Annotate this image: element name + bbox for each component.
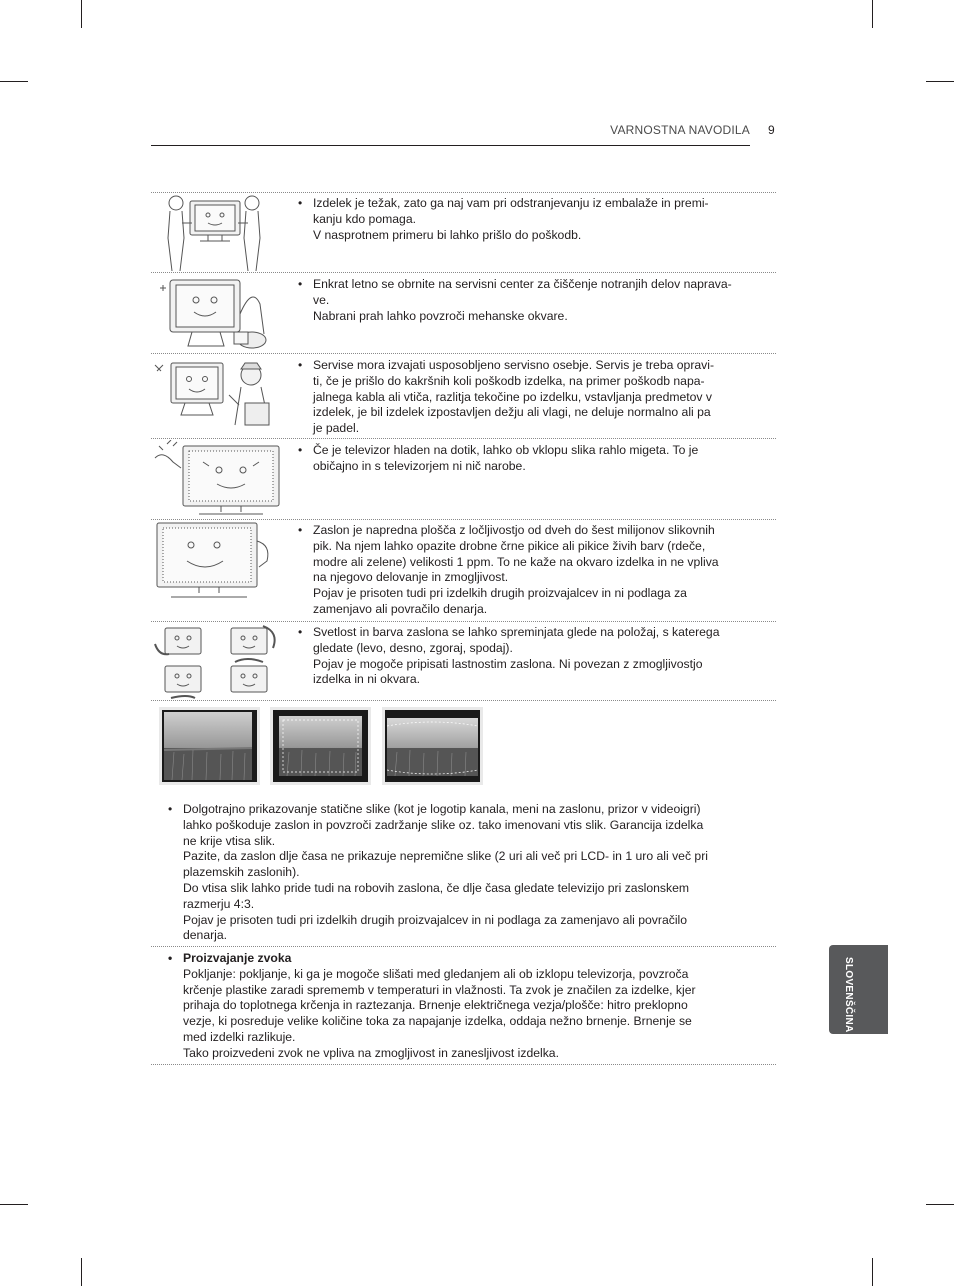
text-line: na njegovo delovanje in zmogljivost. <box>313 570 509 585</box>
image-retention-photo-full <box>159 707 260 785</box>
text-line: Pokljanje: pokljanje, ki ga je mogoče slišati med gledanjem ali ob izklopu televizorja, povzroča <box>183 966 689 981</box>
crop-mark <box>926 81 954 82</box>
bullet: • <box>298 358 303 372</box>
bullet: • <box>298 523 303 537</box>
bullet: • <box>298 443 303 457</box>
text-line: Svetlost in barva zaslona se lahko spreminjata glede na položaj, s katerega <box>313 625 720 639</box>
safety-text-pixels <box>313 523 763 618</box>
safety-text-viewing-angle <box>313 625 763 688</box>
text-line: vezje, ki posreduje velike količine toka za napajanje izdelka, oddaja nežno brnenje. Brnenje se <box>183 1014 692 1029</box>
text-line: kanju kdo pomaga. <box>313 211 416 226</box>
tv-vacuum-cleaner-illustration <box>152 274 270 352</box>
text-line: prihaja do toplotnega krčenja in raztezanja. Brnenje električnega vezja/plošče: hitro preklopno <box>183 998 688 1013</box>
bullet: • <box>298 277 303 291</box>
tv-pixel-dots-illustration <box>155 521 275 601</box>
row-separator <box>151 700 776 701</box>
text-line: med izdelki razlikuje. <box>183 1029 296 1044</box>
people-lifting-tv-illustration <box>160 193 268 273</box>
text-line: Izdelek je težak, zato ga naj vam pri odstranjevanju iz embalaže in premi- <box>313 196 709 210</box>
text-line: izdelek, je bil izdelek izpostavljen dežju ali vlagi, ne deluje normalno ali pa <box>313 405 711 420</box>
sound-generation-title: Proizvajanje zvoka <box>183 951 292 965</box>
text-line: Pazite, da zaslon dlje časa ne prikazuje nepremične slike (2 uri ali več pri LCD- in 1 uro ali več pri <box>183 849 708 864</box>
tv-service-technician-illustration <box>151 355 276 437</box>
text-line: Pojav je prisoten tudi pri izdelkih drugih proizvajalcev in ni podlaga za <box>313 586 687 601</box>
crop-mark <box>81 0 82 28</box>
bullet: • <box>298 625 303 639</box>
text-line: razmerju 4:3. <box>183 896 255 911</box>
crop-mark <box>0 1204 28 1205</box>
section-title: VARNOSTNA NAVODILA <box>610 123 750 137</box>
bullet: • <box>168 951 173 965</box>
text-line: Pojav je prisoten tudi pri izdelkih drugih proizvajalcev in ni podlaga za zamenjavo ali povračilo <box>183 912 688 927</box>
text-line: ti, če je prišlo do kakršnih koli poškodb izdelka, na primer poškodb napa- <box>313 373 705 388</box>
text-line: modre ali zelene) velikosti 1 ppm. To ne kaže na okvaro izdelka in ne vpliva <box>313 554 719 569</box>
text-line: Zaslon je napredna plošča z ločljivostjo od dveh do šest milijonov slikovnih <box>313 523 715 537</box>
bullet: • <box>168 802 173 816</box>
text-line: ve. <box>313 292 330 307</box>
text-line: zamenjavo ali povračilo denarja. <box>313 601 488 616</box>
image-retention-photo-letterbox <box>270 707 371 785</box>
bullet: • <box>298 196 303 210</box>
tv-viewing-angles-illustration <box>151 622 281 700</box>
page-number: 9 <box>768 123 775 137</box>
text-line: Če je televizor hladen na dotik, lahko ob vklopu slika rahlo migeta. To je <box>313 443 699 457</box>
safety-text-lifting <box>313 196 763 243</box>
crop-mark <box>926 1204 954 1205</box>
text-line: denarja. <box>183 928 228 943</box>
image-retention-photo-widescreen <box>382 707 483 785</box>
sound-generation-text <box>183 951 758 1062</box>
text-line: Pojav je mogoče pripisati lastnostim zaslona. Ni povezan z zmogljivostjo <box>313 656 703 671</box>
crop-mark <box>81 1258 82 1286</box>
crop-mark <box>872 0 873 28</box>
image-retention-text <box>183 802 758 944</box>
text-line: gledate (levo, desno, zgoraj, spodaj). <box>313 640 513 655</box>
safety-text-cleaning <box>313 277 763 324</box>
row-separator <box>151 353 776 354</box>
text-line: Do vtisa slik lahko pride tudi na robovih zaslona, če dlje časa gledate televizijo pri zaslonskem <box>183 880 690 895</box>
text-line: izdelka in ni okvara. <box>313 672 421 687</box>
text-line: Tako proizvedeni zvok ne vpliva na zmogljivost in zanesljivost izdelka. <box>183 1045 559 1060</box>
text-line: plazemskih zaslonih). <box>183 865 300 880</box>
text-line: Enkrat letno se obrnite na servisni center za čiščenje notranjih delov naprava- <box>313 277 732 291</box>
language-tab <box>829 945 888 1034</box>
text-line: Nabrani prah lahko povzroči mehanske okvare. <box>313 308 568 323</box>
safety-text-service <box>313 358 763 437</box>
text-line: Dolgotrajno prikazovanje statične slike (kot je logotip kanala, meni na zaslonu, prizor v videoigri) <box>183 802 701 816</box>
text-line: Servise mora izvajati usposobljeno servisno osebje. Servis je treba opravi- <box>313 358 715 372</box>
text-line: lahko poškoduje zaslon in povzroči zadržanje slike oz. tako imenovani vtis slik. Garancija izdelka <box>183 817 704 832</box>
page-header <box>151 123 750 146</box>
row-separator <box>151 946 776 947</box>
text-line: je padel. <box>313 421 360 436</box>
row-separator <box>151 1064 776 1065</box>
text-line: jalnega kabla ali vtiča, razlitja tekočine po izdelku, vstavljanja predmetov v <box>313 389 713 404</box>
crop-mark <box>0 81 28 82</box>
row-separator <box>151 438 776 439</box>
text-line: V nasprotnem primeru bi lahko prišlo do poškodb. <box>313 227 582 242</box>
text-line: ne krije vtisa slik. <box>183 833 276 848</box>
text-line: običajno in s televizorjem ni nič narobe. <box>313 458 526 473</box>
safety-text-cold-flicker <box>313 443 763 475</box>
text-line: pik. Na njem lahko opazite drobne črne pikice ali pikice živih barv (rdeče, <box>313 538 706 553</box>
crop-mark <box>872 1258 873 1286</box>
cold-tv-flicker-illustration <box>151 440 283 520</box>
text-line: krčenje plastike zaradi sprememb v temperaturi in vlažnosti. Ta zvok je značilen za izdelke, kjer <box>183 982 696 997</box>
language-label: SLOVENŠČINA <box>843 957 854 1033</box>
